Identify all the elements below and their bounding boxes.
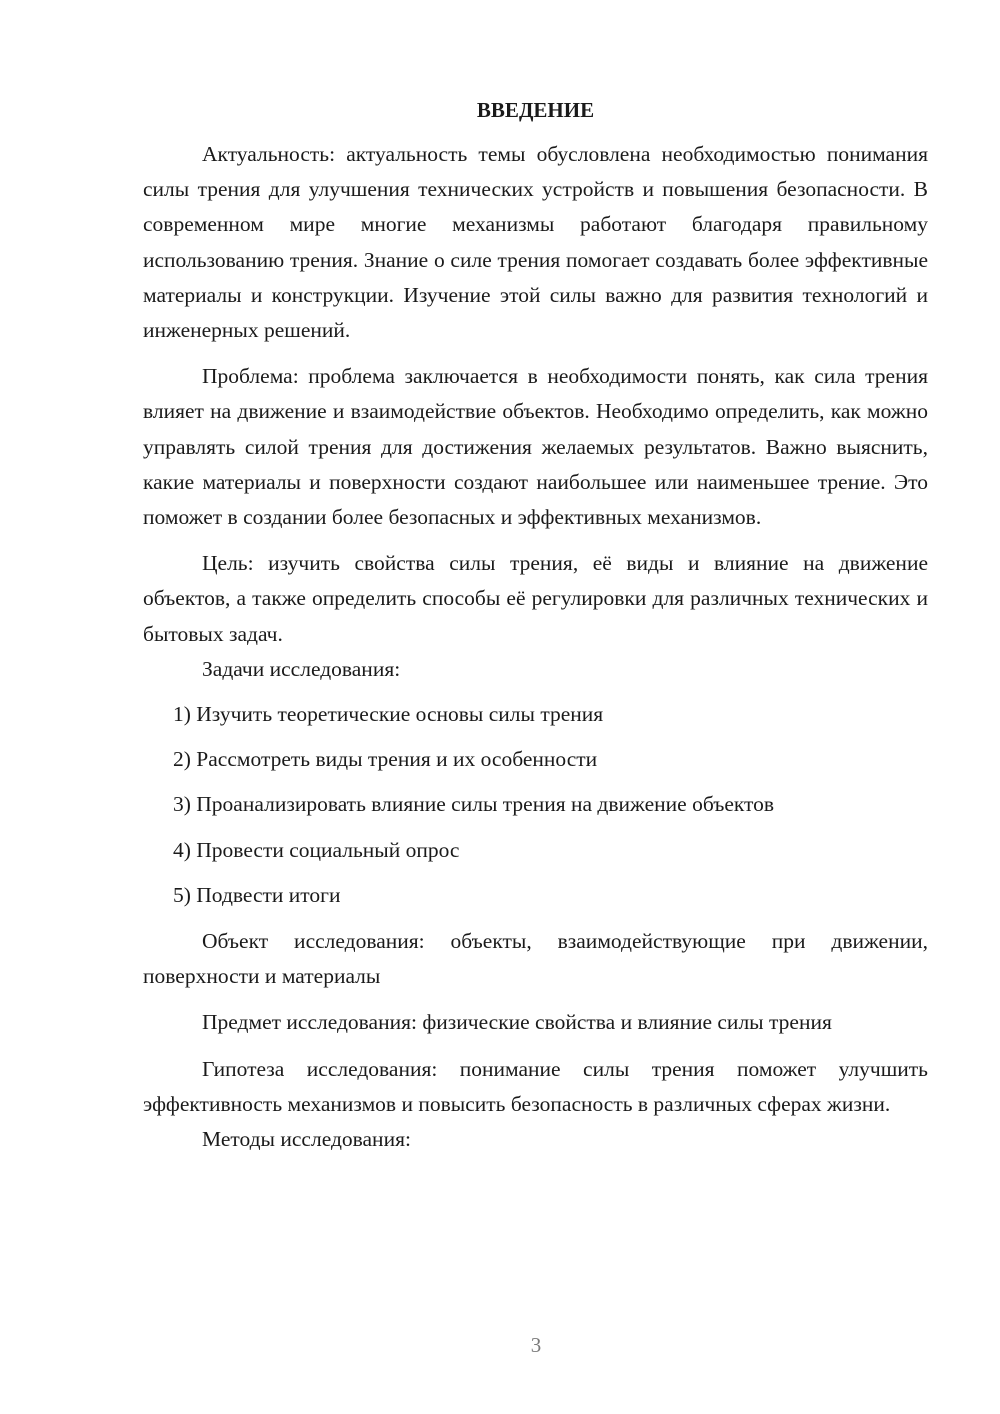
list-item: 5) Подвести итоги (173, 882, 341, 907)
list-item: 3) Проанализировать влияние силы трения на движение объектов (173, 792, 775, 817)
problem-paragraph: Проблема: проблема заключается в необходимости понять, как сила трения влияет на движение и взаимодействие объектов. Необходимо определить, как можно управлять силой трения для достижения желаемых результатов. Важно выяснить, какие материалы и поверхности создают наибольшее или наименьшее трение. Это поможет в создании более безопасных и эффективных механизмов. (143, 364, 928, 530)
hypothesis-paragraph: Гипотеза исследования: понимание силы трения поможет улучшить эффективность механизмов и повысить безопасность в различных сферах жизни. (143, 1056, 928, 1116)
list-item: 4) Провести социальный опрос (173, 837, 460, 862)
tasks-list (143, 697, 928, 913)
tasks-heading: Задачи исследования: (202, 656, 401, 681)
relevance-paragraph: Актуальность: актуальность темы обусловлена необходимостью понимания силы трения для улучшения технических устройств и повышения безопасности. В современном мире многие механизмы работают благодаря правильному использованию трения. Знание о силе трения помогает создавать более эффективные материалы и конструкции. Изучение этой силы важно для развития технологий и инженерных решений. (143, 142, 928, 343)
list-item: 1) Изучить теоретические основы силы трения (173, 702, 604, 727)
document-page (143, 93, 928, 1157)
goal-paragraph: Цель: изучить свойства силы трения, её виды и влияние на движение объектов, а также определить способы её регулировки для различных технических и бытовых задач. (143, 551, 928, 646)
object-paragraph: Объект исследования: объекты, взаимодействующие при движении, поверхности и материалы (143, 929, 928, 989)
page-number: 3 (530, 1333, 542, 1357)
methods-heading: Методы исследования: (202, 1127, 411, 1152)
subject-paragraph: Предмет исследования: физические свойства и влияние силы трения (202, 1010, 832, 1035)
list-item: 2) Рассмотреть виды трения и их особенности (173, 747, 598, 772)
page-title: ВВЕДЕНИЕ (476, 98, 595, 122)
